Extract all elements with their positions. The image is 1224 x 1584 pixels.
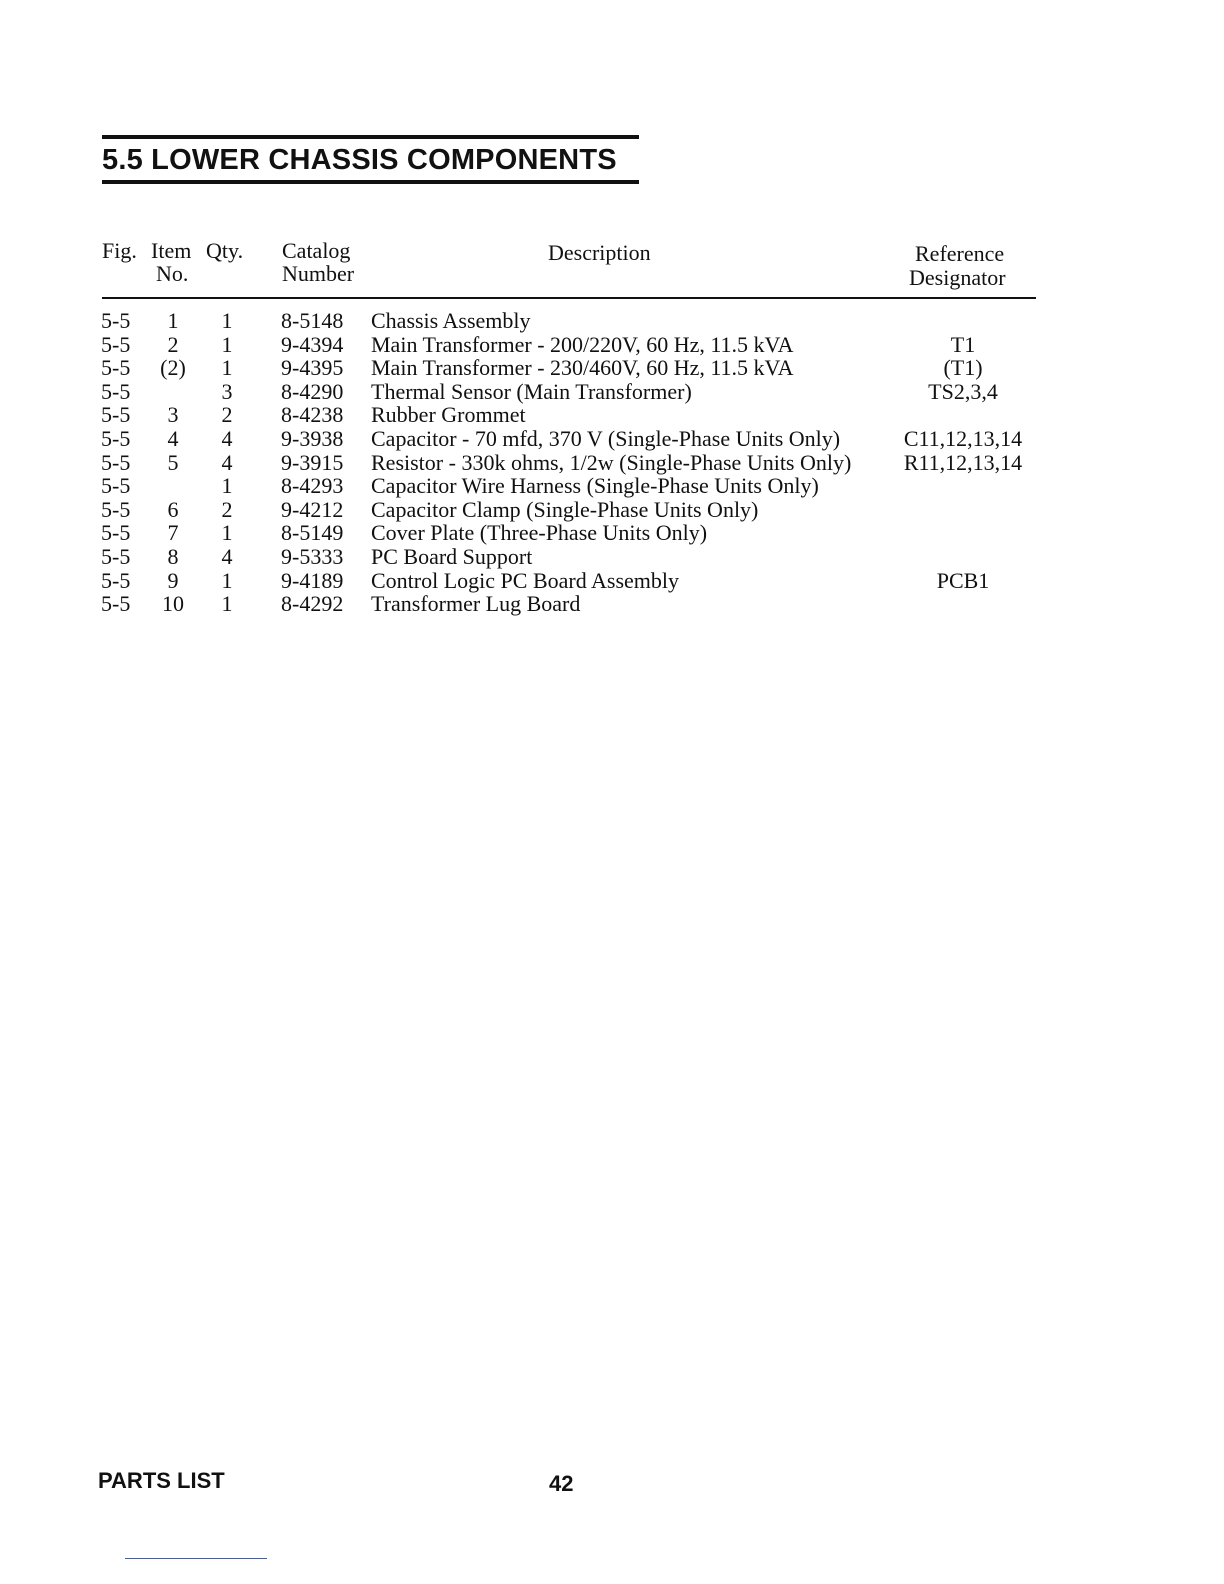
- header-catalog-number: Number: [282, 261, 355, 286]
- cell-description: Transformer Lug Board: [371, 591, 581, 617]
- cell-qty: 1: [221, 331, 233, 357]
- header-qty: Qty.: [206, 238, 244, 263]
- page-number: 42: [549, 1471, 574, 1496]
- cell-reference-designator: PCB1: [936, 567, 990, 593]
- cell-fig: 5-5: [101, 473, 131, 499]
- cell-qty: 1: [221, 473, 233, 499]
- cell-item-no: 6: [167, 496, 179, 522]
- cell-qty: 2: [221, 496, 233, 522]
- cell-catalog-number: 9-5333: [281, 543, 344, 569]
- cell-fig: 5-5: [101, 378, 131, 404]
- cell-fig: 5-5: [101, 591, 131, 617]
- section-title: 5.5 LOWER CHASSIS COMPONENTS: [102, 144, 617, 176]
- cell-description: Main Transformer - 200/220V, 60 Hz, 11.5 kVA: [371, 331, 794, 357]
- table-row: [0, 521, 1224, 545]
- cell-catalog-number: 9-4189: [281, 567, 344, 593]
- cell-description: Cover Plate (Three-Phase Units Only): [371, 520, 708, 546]
- cell-description: Rubber Grommet: [371, 402, 526, 428]
- header-fig: Fig.: [102, 238, 137, 263]
- cell-description: Capacitor Clamp (Single-Phase Units Only): [371, 496, 759, 522]
- title-rule-top: [102, 135, 639, 139]
- cell-qty: 4: [221, 543, 233, 569]
- cell-description: Resistor - 330k ohms, 1/2w (Single-Phase Units Only): [371, 449, 852, 475]
- cell-description: Main Transformer - 230/460V, 60 Hz, 11.5 kVA: [371, 355, 794, 381]
- cell-fig: 5-5: [101, 520, 131, 546]
- cell-qty: 1: [221, 567, 233, 593]
- cell-description: Capacitor Wire Harness (Single-Phase Units Only): [371, 473, 819, 499]
- cell-qty: 3: [221, 378, 233, 404]
- cell-qty: 1: [221, 591, 233, 617]
- cell-catalog-number: 9-4395: [281, 355, 344, 381]
- cell-description: Thermal Sensor (Main Transformer): [371, 378, 692, 404]
- cell-fig: 5-5: [101, 308, 131, 333]
- cell-reference-designator: C11,12,13,14: [903, 425, 1023, 451]
- cell-item-no: 5: [167, 449, 179, 475]
- cell-reference-designator: TS2,3,4: [928, 378, 998, 404]
- table-row: [0, 569, 1224, 593]
- table-row: [0, 403, 1224, 427]
- table-row: [0, 474, 1224, 498]
- header-reference: Reference: [915, 241, 1005, 266]
- table-row: [0, 427, 1224, 451]
- cell-catalog-number: 9-3938: [281, 425, 344, 451]
- cell-reference-designator: (T1): [943, 355, 983, 381]
- cell-catalog-number: 8-4290: [281, 378, 344, 404]
- cell-description: Chassis Assembly: [371, 308, 531, 333]
- header-item: Item: [151, 238, 192, 263]
- cell-qty: 2: [221, 402, 233, 428]
- header-designator: Designator: [909, 265, 1006, 290]
- cell-item-no: 2: [167, 331, 179, 357]
- table-row: [0, 498, 1224, 522]
- cell-item-no: 3: [167, 402, 179, 428]
- cell-catalog-number: 8-4293: [281, 473, 344, 499]
- cell-qty: 4: [221, 425, 233, 451]
- cell-fig: 5-5: [101, 543, 131, 569]
- cell-fig: 5-5: [101, 355, 131, 381]
- cell-qty: 4: [221, 449, 233, 475]
- cell-catalog-number: 8-4292: [281, 591, 344, 617]
- cell-fig: 5-5: [101, 425, 131, 451]
- table-row: [0, 545, 1224, 569]
- cell-description: Capacitor - 70 mfd, 370 V (Single-Phase Units Only): [371, 425, 841, 451]
- footer-section-label: PARTS LIST: [98, 1468, 225, 1493]
- cell-item-no: 1: [167, 308, 179, 333]
- cell-fig: 5-5: [101, 402, 131, 428]
- cell-fig: 5-5: [101, 496, 131, 522]
- cell-description: PC Board Support: [371, 543, 533, 569]
- title-rule-bottom: [102, 180, 639, 184]
- cell-catalog-number: 8-5149: [281, 520, 344, 546]
- header-item-no: No.: [156, 261, 189, 286]
- cell-reference-designator: T1: [950, 331, 976, 357]
- table-row: [0, 356, 1224, 380]
- cell-item-no: 10: [162, 591, 184, 617]
- cell-fig: 5-5: [101, 331, 131, 357]
- table-row: [0, 592, 1224, 616]
- bottom-divider: [125, 1558, 267, 1559]
- cell-catalog-number: 9-3915: [281, 449, 344, 475]
- header-catalog: Catalog: [282, 238, 351, 263]
- cell-reference-designator: R11,12,13,14: [903, 449, 1023, 475]
- cell-description: Control Logic PC Board Assembly: [371, 567, 679, 593]
- cell-item-no: (2): [160, 355, 186, 381]
- cell-catalog-number: 8-4238: [281, 402, 344, 428]
- cell-catalog-number: 8-5148: [281, 308, 344, 333]
- header-description: Description: [548, 240, 651, 265]
- cell-fig: 5-5: [101, 449, 131, 475]
- cell-item-no: 9: [167, 567, 179, 593]
- header-rule: [102, 297, 1036, 299]
- cell-qty: 1: [221, 520, 233, 546]
- cell-catalog-number: 9-4212: [281, 496, 344, 522]
- table-row: [0, 451, 1224, 475]
- table-row: [0, 333, 1224, 357]
- cell-catalog-number: 9-4394: [281, 331, 344, 357]
- cell-item-no: 8: [167, 543, 179, 569]
- cell-qty: 1: [221, 308, 233, 333]
- table-row: [0, 380, 1224, 404]
- table-row: [0, 309, 1224, 333]
- cell-item-no: 7: [167, 520, 179, 546]
- cell-item-no: 4: [167, 425, 179, 451]
- section-title-block: [102, 135, 639, 184]
- cell-fig: 5-5: [101, 567, 131, 593]
- cell-qty: 1: [221, 355, 233, 381]
- parts-table-body: [0, 309, 1224, 616]
